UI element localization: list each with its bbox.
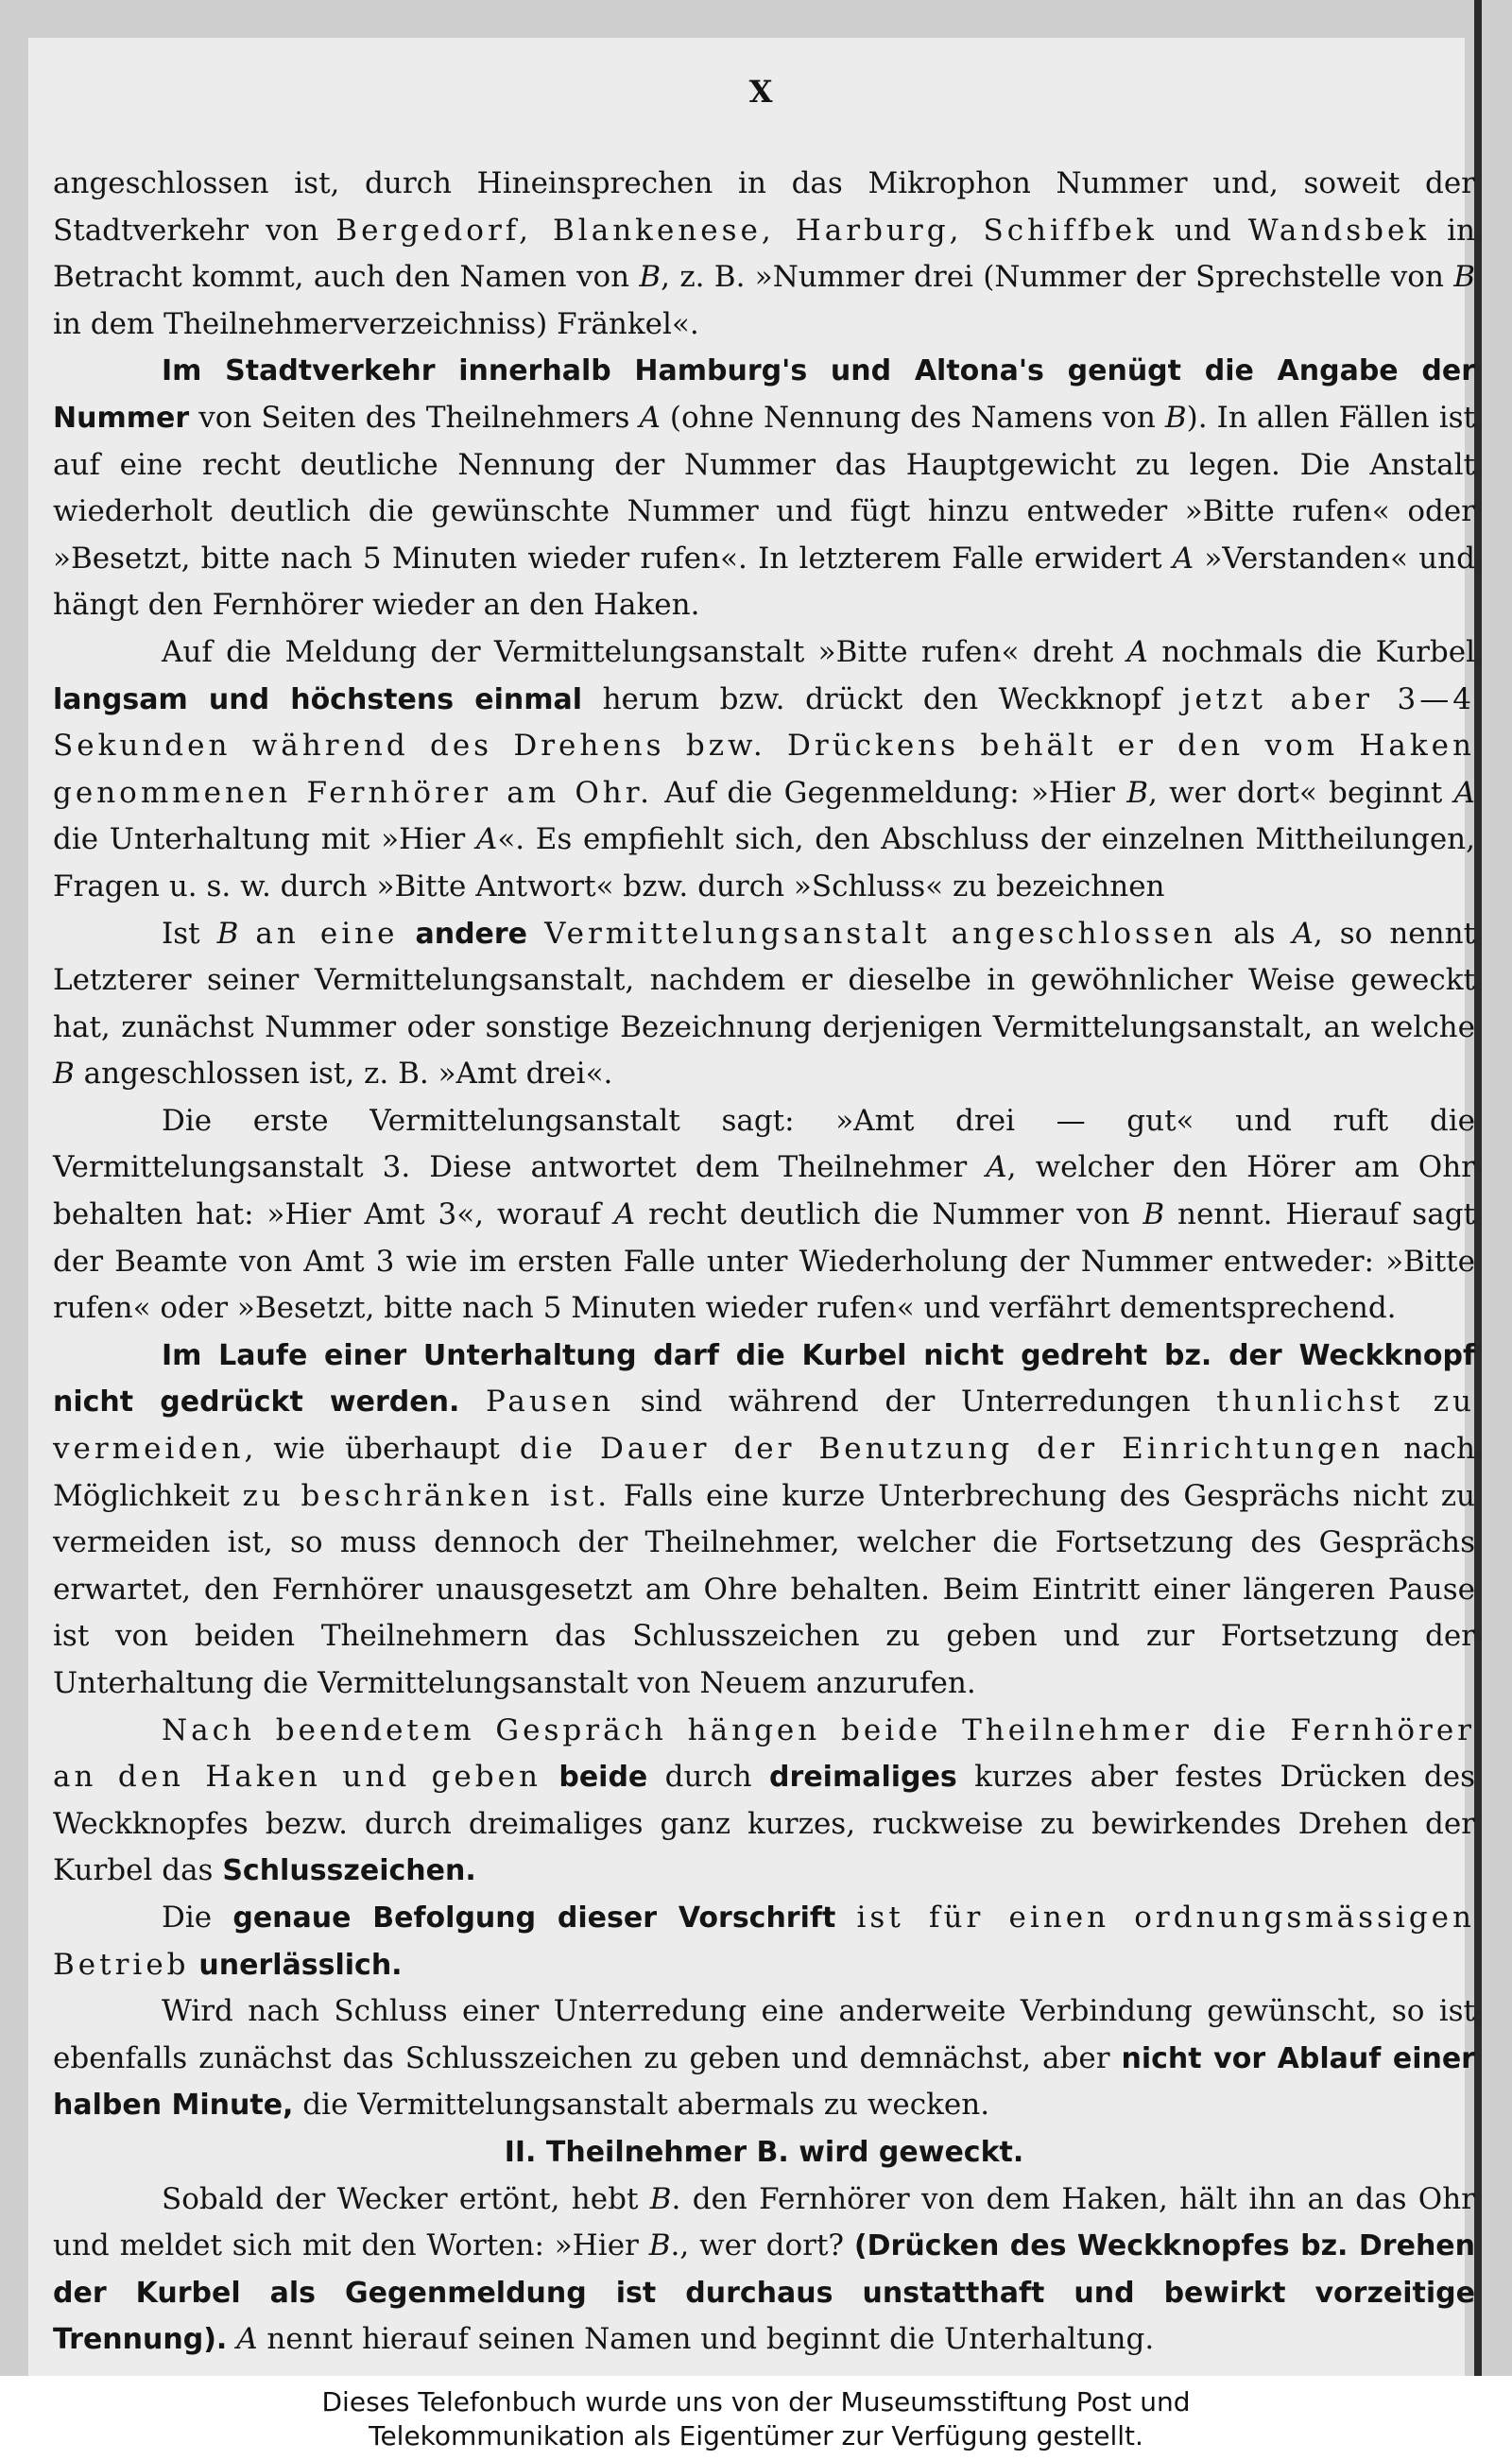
text-run: recht deutlich die Nummer von [635,1197,1143,1232]
text-run: B [216,916,239,951]
text-run: A [986,1150,1007,1185]
text-run: Im Laufe einer Unterhaltung darf die Kurbel nicht gedreht bz. der Weckknopf nicht gedrückt werden. [53,1338,1475,1419]
text-run: , z. B. »Nummer drei (Nummer der Sprechstelle von [661,260,1454,295]
paragraph [53,629,1475,911]
text-run: , welcher den Hörer am Ohr behalten hat: »Hier Amt 3«, worauf [53,1150,1475,1232]
text-run: genaue Befolgung dieser Vorschrift [232,1901,836,1935]
text-run: (ohne Nennung des Namens von [660,400,1165,435]
text-run: A [613,1197,636,1232]
text-run: ). In allen Fällen ist auf eine recht deutliche Nennung der Nummer das Hauptgewicht zu legen. Die Anstalt wiederholt deutlich die gewünschte Nummer und fügt hinzu entweder »Bitte rufen« oder »Besetzt, bitte nach 5 Minuten wieder rufen«. In letzterem Falle erwidert [53,400,1475,576]
text-run: A [1453,775,1476,810]
text-run [238,917,255,951]
text-run: angeschlossen ist, z. B. »Amt drei«. [74,1057,613,1092]
page-number: X [748,74,773,110]
text-run: beide [558,1761,648,1795]
text-run: Auf die Meldung der Vermittelungsanstalt »Bitte rufen« dreht [162,634,1127,669]
text-run: in Betracht kommt, auch den Namen von [53,213,1475,295]
text-run: nennt. Hierauf sagt der Beamte von Amt 3 wie im ersten Falle unter Wiederholung der Nummer entweder: »Bitte rufen« oder »Besetzt, bitte nach 5 Minuten wieder rufen« und verfährt dementsprechend. [53,1197,1475,1326]
text-run: als [1216,916,1293,951]
text-run: andere [415,917,528,951]
text-run: Schlusszeichen. [222,1854,476,1888]
paragraph [53,348,1475,629]
text-run: Die [162,1900,233,1935]
text-run: nennt hierauf seinen Namen und beginnt die Unterhaltung. [257,2322,1155,2357]
text-run: zu beschränken ist. [242,1478,611,1513]
text-run: ., wer dort? [670,2228,854,2263]
footer-line-2: Telekommunikation als Eigentümer zur Verfügung gestellt. [369,2420,1143,2451]
text-run: und [1157,213,1248,248]
text-run: Wird nach Schluss einer Unterredung eine anderweite Verbindung gewünscht, so ist ebenfalls zunächst das Schlusszeichen zu geben und demnächst, aber [53,1994,1475,2075]
text-run: (Drücken des Weckknopfes bz. Drehen der Kurbel als Gegenmeldung ist durchaus unstatthaft und bewirkt vorzeitige Trennung). [53,2229,1475,2357]
section-heading [53,2129,1475,2176]
text-run: Nach beendetem Gespräch hängen beide Theilnehmer die Fernhörer an den Haken und geben [53,1712,1475,1795]
paragraph [53,911,1475,1098]
text-run [527,917,544,951]
paragraph [53,161,1475,348]
text-run: in dem Theilnehmerverzeichniss) Fränkel«. [53,306,699,341]
text-run: sind während der Unterredungen [614,1385,1217,1419]
text-run: »Verstanden« und hängt den Fernhörer wieder an den Haken. [53,541,1475,623]
text-run: A [1172,541,1194,576]
text-run: , wer dort« beginnt [1148,775,1454,810]
text-run: Im Stadtverkehr innerhalb Hamburg's und Altona's genügt die Angabe der Nummer [53,354,1475,435]
text-run: , wie überhaupt [244,1432,520,1467]
text-run: B [649,2181,672,2216]
text-run: von Seiten des Theilnehmers [189,400,640,435]
text-run: A [475,822,498,857]
footer-line-1: Dieses Telefonbuch wurde uns von der Museumsstiftung Post und [321,2386,1191,2417]
text-run: B [1143,1197,1165,1232]
text-run: nach Möglichkeit [53,1432,1475,1513]
text-run: die Unterhaltung mit »Hier [53,822,476,857]
text-run: Die erste Vermittelungsanstalt sagt: »Amt drei — gut« und ruft die Vermittelungsanstalt 3. Diese antwortet dem Theilnehmer [53,1103,1475,1185]
paragraph [53,1098,1475,1333]
text-run: nicht vor Ablauf einer halben Minute, [53,2041,1475,2123]
text-run: B [1453,260,1475,295]
text-run [835,1901,856,1935]
paragraph [53,1988,1475,2129]
text-run: «. Es empfiehlt sich, den Abschluss der einzelnen Mittheilungen, Fragen u. s. w. durch »Bitte Antwort« bzw. durch »Schluss« zu bezeichnen [53,822,1475,903]
text-run: Pausen [485,1385,615,1419]
footer-notice [0,2376,1512,2460]
text-run: A [1126,634,1148,669]
text-run: Wandsbek [1247,213,1431,248]
text-run: Bergedorf, Blankenese, Harburg, Schiffbek [335,213,1158,248]
text-run: B [1164,400,1187,435]
text-run: die Vermittelungsanstalt abermals zu wecken. [293,2088,990,2123]
text-run: . den Fernhörer von dem Haken, hält ihn an das Ohr und meldet sich mit den Worten: »Hier [53,2181,1475,2263]
text-run [459,1385,486,1419]
text-run: durch [647,1760,770,1795]
paragraph [53,1333,1475,1708]
text-run: Vermittelungsanstalt angeschlossen [544,916,1217,951]
text-run: A [1292,916,1314,951]
text-run: B [639,260,662,295]
text-run: Auf die Gegenmeldung: »Hier [653,775,1127,810]
text-run: , so nennt Letzterer seiner Vermittelungsanstalt, nachdem er dieselbe in gewöhnlicher Weise geweckt hat, zunächst Nummer oder sonstige Bezeichnung derjenigen Vermittelungsanstalt, an welche [53,916,1476,1044]
text-run: Ist [162,916,217,951]
text-run: A [639,400,661,435]
text-run: II. Theilnehmer B. wird geweckt. [504,2135,1024,2169]
text-run: kurzes aber festes Drücken des Weckknopfes bezw. durch dreimaliges ganz kurzes, ruckweise zu bewirkendes Drehen der Kurbel das [53,1760,1475,1888]
paragraph [53,1708,1475,1895]
text-run [541,1760,558,1794]
text-run: an eine [255,916,399,951]
paragraph [53,1895,1475,1988]
text-run: dreimaliges [769,1761,957,1795]
text-run: thunlichst zu vermeiden [53,1385,1475,1467]
text-run: jetzt aber 3—4 Sekunden während des Drehens bzw. Drückens behält er den vom Haken genommenen Fernhörer am Ohr. [53,681,1475,810]
text-run: B [53,1057,75,1092]
text-run: ist für einen ordnungsmässigen Betrieb [53,1900,1475,1982]
text-run: unerlässlich. [198,1948,403,1982]
text-run: die Dauer der Benutzung der Einrichtungen [519,1432,1384,1467]
text-run: Falls eine kurze Unterbrechung des Gesprächs nicht zu vermeiden ist, so muss dennoch der Theilnehmer, welcher die Fortsetzung des Gesprächs erwartet, den Fernhörer unausgesetzt am Ohre behalten. Beim Eintritt einer längeren Pause ist von beiden Theilnehmern das Schlusszeichen zu geben und zur Fortsetzung der Unterhaltung die Vermittelungsanstalt von Neuem anzurufen. [53,1478,1476,1700]
text-run: nochmals die Kurbel [1147,634,1475,669]
text-run: angeschlossen ist, durch Hineinsprechen in das Mikrophon Nummer und, soweit der Stadtverkehr von [53,166,1475,248]
text-run [190,1948,199,1982]
text-run: B [1126,775,1149,810]
text-run: B [648,2228,671,2263]
text-run: langsam und höchstens einmal [53,682,583,716]
text-run: Sobald der Wecker ertönt, hebt [162,2181,650,2216]
text-run [398,917,415,951]
text-run [227,2322,236,2356]
text-run: herum bzw. drückt den Weckknopf [582,681,1182,716]
text-run: A [236,2322,258,2357]
page-edge-shadow [1474,0,1482,2376]
text-body [53,161,1475,2364]
paragraph [53,2176,1475,2364]
